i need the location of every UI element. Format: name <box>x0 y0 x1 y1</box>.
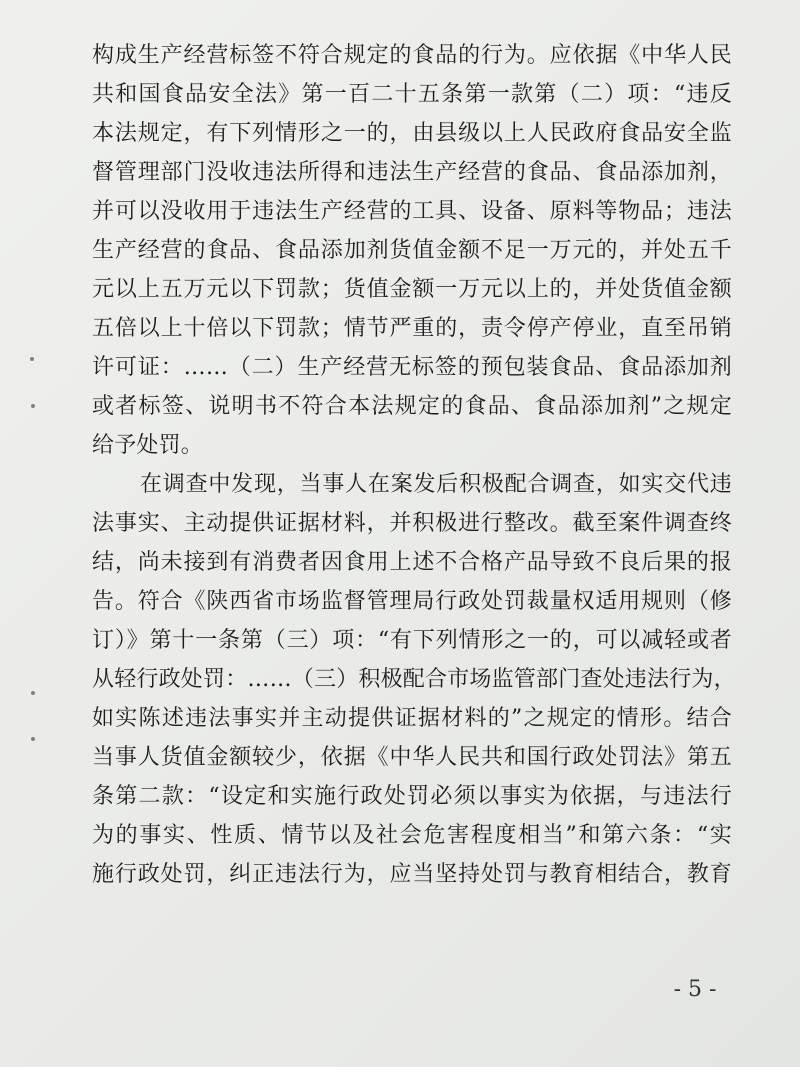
paragraph-first-line: 在调查中发现，当事人在案发后积极配合调查，如实交代违 <box>140 472 732 497</box>
text-line: 或者标签、说明书不符合本法规定的食品、食品添加剂”之规定 <box>92 394 732 419</box>
text-line: 元以上五万元以下罚款；货值金额一万元以上的，并处货值金额 <box>92 277 732 302</box>
text-line: 并可以没收用于违法生产经营的工具、设备、原料等物品；违法 <box>92 199 732 224</box>
text-line: 告。符合《陕西省市场监督管理局行政处罚裁量权适用规则（修 <box>92 589 732 614</box>
text-line: 从轻行政处罚：……（三）积极配合市场监管部门查处违法行为， <box>92 667 736 692</box>
text-line: 当事人货值金额较少，依据《中华人民共和国行政处罚法》第五 <box>92 745 732 770</box>
text-line: 本法规定，有下列情形之一的，由县级以上人民政府食品安全监 <box>92 121 732 146</box>
text-line: 法事实、主动提供证据材料，并积极进行整改。截至案件调查终 <box>92 511 732 536</box>
text-line: 生产经营的食品、食品添加剂货值金额不足一万元的，并处五千 <box>92 238 732 263</box>
text-line: 给予处罚。 <box>92 433 204 458</box>
text-line: 许可证：……（二）生产经营无标签的预包装食品、食品添加剂 <box>92 355 732 380</box>
binder-hole-mark <box>30 357 34 361</box>
text-line: 订）》第十一条第（三）项：“有下列情形之一的，可以减轻或者 <box>92 628 732 653</box>
document-body <box>92 36 736 894</box>
text-line: 施行政处罚，纠正违法行为，应当坚持处罚与教育相结合，教育 <box>92 862 732 887</box>
text-line: 构成生产经营标签不符合规定的食品的行为。应依据《中华人民 <box>92 43 732 68</box>
binder-hole-mark <box>31 737 35 741</box>
text-line: 条第二款：“设定和实施行政处罚必须以事实为依据，与违法行 <box>92 784 732 809</box>
binder-hole-mark <box>31 691 35 695</box>
page-number: - 5 - <box>673 977 717 1002</box>
text-line: 如实陈述违法事实并主动提供证据材料的”之规定的情形。结合 <box>92 706 732 731</box>
binder-hole-mark <box>31 404 35 408</box>
text-line: 结，尚未接到有消费者因食用上述不合格产品导致不良后果的报 <box>92 550 732 575</box>
text-line: 督管理部门没收违法所得和违法生产经营的食品、食品添加剂， <box>92 160 732 185</box>
text-line: 五倍以上十倍以下罚款；情节严重的，责令停产停业，直至吊销 <box>92 316 732 341</box>
text-line: 共和国食品安全法》第一百二十五条第一款第（二）项：“违反 <box>92 82 732 107</box>
text-line: 为的事实、性质、情节以及社会危害程度相当”和第六条：“实 <box>92 823 732 848</box>
